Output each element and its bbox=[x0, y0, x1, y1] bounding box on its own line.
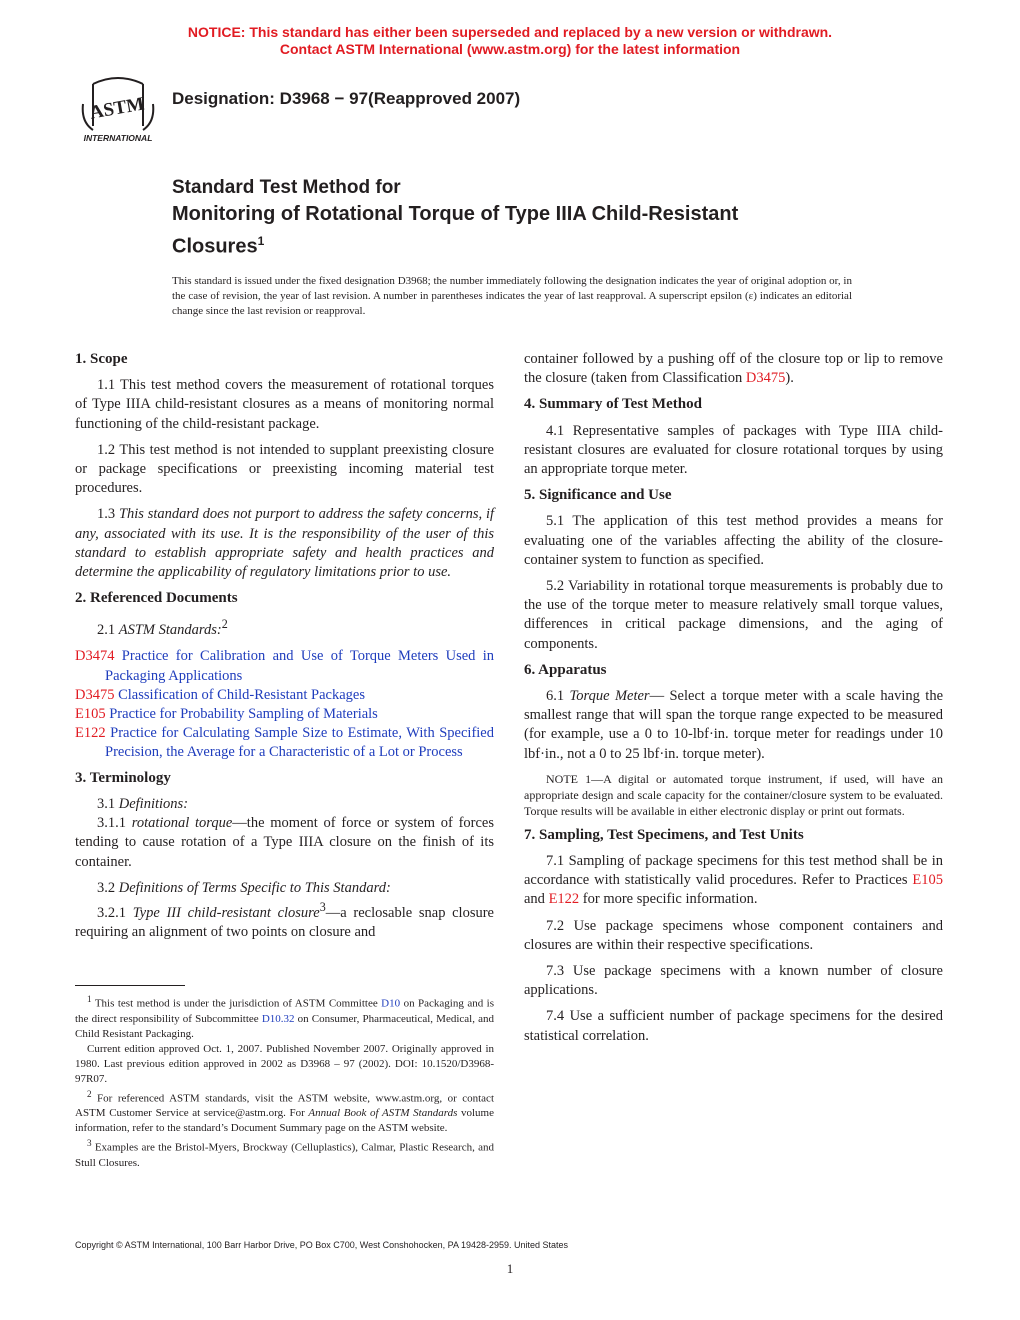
document-title bbox=[172, 174, 932, 261]
footnote-3: $^3$ Examples are the Bristol-Myers, Brockway (Celluplastics), Calmar, Plastic Research, and Stull Closures. bbox=[75, 1138, 494, 1169]
reference-item[interactable]: E122 Practice for Calculating Sample Size to Estimate, With Specified Precision, the Average for a Characteristic of a Lot or Process bbox=[75, 725, 494, 761]
paragraph-3-2-1-continued: container followed by a pushing off of the closure top or lip to remove the closure (taken from Classification D3475). bbox=[524, 351, 943, 387]
paragraph-2-1: 2.1 ASTM Standards:$^2$ bbox=[97, 617, 228, 639]
footnote-1-edition: Current edition approved Oct. 1, 2007. Published November 2007. Originally approved in 1980. Last previous edition approved in 2002 as D3968 – 97 (2002). DOI: 10.1520/D3968-97R07. bbox=[75, 1042, 494, 1085]
paragraph-4-1: 4.1 Representative samples of packages with Type IIIA child-resistant closures are evaluated for closure rotational torques by using an appropriate torque meter. bbox=[524, 422, 943, 478]
paragraph-7-3: 7.3 Use package specimens with a known number of closure applications. bbox=[524, 963, 943, 999]
footnote-1: $^1$ This test method is under the jurisdiction of ASTM Committee D10 on Packaging and is the direct responsibility of Subcommittee D10.32 on Consumer, Pharmaceutical, Medical, and Child Resistant Packaging. bbox=[75, 994, 494, 1040]
reference-list bbox=[75, 647, 494, 762]
committee-link[interactable]: D10 bbox=[381, 997, 401, 1010]
note-1: NOTE 1—A digital or automated torque instrument, if used, will have an appropriate design and scale capacity for the container/closure system to be evaluated. Torque results will be available in either electronic display or print out formats. bbox=[524, 771, 943, 818]
paragraph-7-1: 7.1 Sampling of package specimens for this test method shall be in accordance with statistically valid procedures. Refer to Practices E105 and E122 for more specific information. bbox=[524, 853, 943, 908]
footnote-rule bbox=[75, 985, 185, 986]
e105-link[interactable]: E105 bbox=[912, 872, 943, 889]
paragraph-3-2: 3.2 Definitions of Terms Specific to This Standard: bbox=[97, 879, 391, 896]
reference-item[interactable]: E105 Practice for Probability Sampling of Materials bbox=[75, 706, 378, 723]
paragraph-1-2: 1.2 This test method is not intended to supplant preexisting closure or package specifications or preexisting incoming material test procedures. bbox=[75, 441, 494, 497]
paragraph-6-1: 6.1 Torque Meter— Select a torque meter with a scale having the smallest range that will span the torque range expected to be measured (for example, use a 0 to 10-lbf·in. torque meter for readings under 10 lbf·in., not a 0 to 25 lbf·in. torque meter). bbox=[524, 688, 943, 762]
paragraph-7-2: 7.2 Use package specimens whose component containers and closures are within their respective specifications. bbox=[524, 917, 943, 953]
reference-item[interactable]: D3474 Practice for Calibration and Use of Torque Meters Used in Packaging Applications bbox=[75, 648, 494, 684]
paragraph-3-2-1: 3.2.1 Type III child-resistant closure$^3$—a reclosable snap closure requiring an alignment of two points on closure and bbox=[75, 899, 494, 940]
e122-link[interactable]: E122 bbox=[548, 891, 580, 908]
notice-line-2: Contact ASTM International (www.astm.org) for the latest information bbox=[279, 41, 741, 57]
notice-line-1: NOTICE: This standard has either been superseded and replaced by a new version or withdrawn. bbox=[187, 24, 833, 40]
paragraph-7-4: 7.4 Use a sufficient number of package specimens for the desired statistical correlation. bbox=[524, 1008, 943, 1044]
section-1-heading: 1. Scope bbox=[75, 351, 128, 367]
paragraph-1-1: 1.1 This test method covers the measurement of rotational torques of Type IIIA child-resistant closures as a means of monitoring normal functioning of the child-resistant package. bbox=[75, 377, 494, 432]
left-column bbox=[75, 350, 494, 949]
copyright-line: Copyright © ASTM International, 100 Barr Harbor Drive, PO Box C700, West Conshohocken, PA 19428-2959. United States bbox=[75, 1240, 569, 1250]
page-number: 1 bbox=[506, 1261, 514, 1276]
footnote-2: $^2$ For referenced ASTM standards, visit the ASTM website, www.astm.org, or contact ASTM Customer Service at service@astm.org. For Annual Book of ASTM Standards volume information, refer to the standard’s Document Summary page on the ASTM website. bbox=[75, 1088, 494, 1135]
reference-item[interactable]: D3475 Classification of Child-Resistant Packages bbox=[75, 686, 365, 703]
title-line-1: Standard Test Method for bbox=[172, 177, 401, 198]
issuance-note: This standard is issued under the fixed designation D3968; the number immediately following the designation indicates the year of original adoption or, in the case of revision, the year of last revision. A number in parentheses indicates the year of last reapproval. A superscript epsilon (ε) indicates an editorial change since the last revision or reapproval. bbox=[172, 275, 852, 317]
section-4-heading: 4. Summary of Test Method bbox=[524, 396, 702, 413]
paragraph-5-1: 5.1 The application of this test method provides a means for evaluating one of the variables affecting the ability of the closure-container system to function as specified. bbox=[524, 513, 943, 568]
logo-mark-text: ASTM bbox=[88, 93, 146, 124]
footnotes bbox=[75, 992, 494, 1171]
section-7-heading: 7. Sampling, Test Specimens, and Test Units bbox=[524, 826, 804, 843]
notice-banner bbox=[0, 24, 1020, 58]
section-6-heading: 6. Apparatus bbox=[524, 661, 607, 678]
subcommittee-link[interactable]: D10.32 bbox=[261, 1012, 295, 1025]
right-column bbox=[524, 350, 943, 1053]
section-5-heading: 5. Significance and Use bbox=[524, 487, 672, 504]
paragraph-3-1-1: 3.1.1 rotational torque—the moment of force or system of forces tending to cause rotation of a Type IIIA closure on the finish of its container. bbox=[75, 815, 494, 870]
section-2-heading: 2. Referenced Documents bbox=[75, 590, 238, 607]
paragraph-5-2: 5.2 Variability in rotational torque measurements is probably due to the use of the torque meter to measure relatively small torque values, differences in critical package dimensions, and the aging of components. bbox=[524, 578, 943, 652]
title-line-3: Closures$^1$ bbox=[172, 234, 265, 258]
title-line-2: Monitoring of Rotational Torque of Type IIIA Child-Resistant bbox=[172, 203, 739, 225]
paragraph-1-3: 1.3 This standard does not purport to address the safety concerns, if any, associated with its use. It is the responsibility of the user of this standard to establish appropriate safety and health practices and determine the applicability of regulatory limitations prior to use. bbox=[75, 506, 494, 581]
astm-logo bbox=[73, 74, 163, 146]
designation: Designation: D3968 − 97(Reapproved 2007) bbox=[172, 89, 521, 108]
paragraph-3-1: 3.1 Definitions: bbox=[97, 795, 189, 812]
section-3-heading: 3. Terminology bbox=[75, 769, 171, 786]
d3475-link[interactable]: D3475 bbox=[745, 370, 786, 387]
logo-sub-text: INTERNATIONAL bbox=[83, 133, 153, 143]
